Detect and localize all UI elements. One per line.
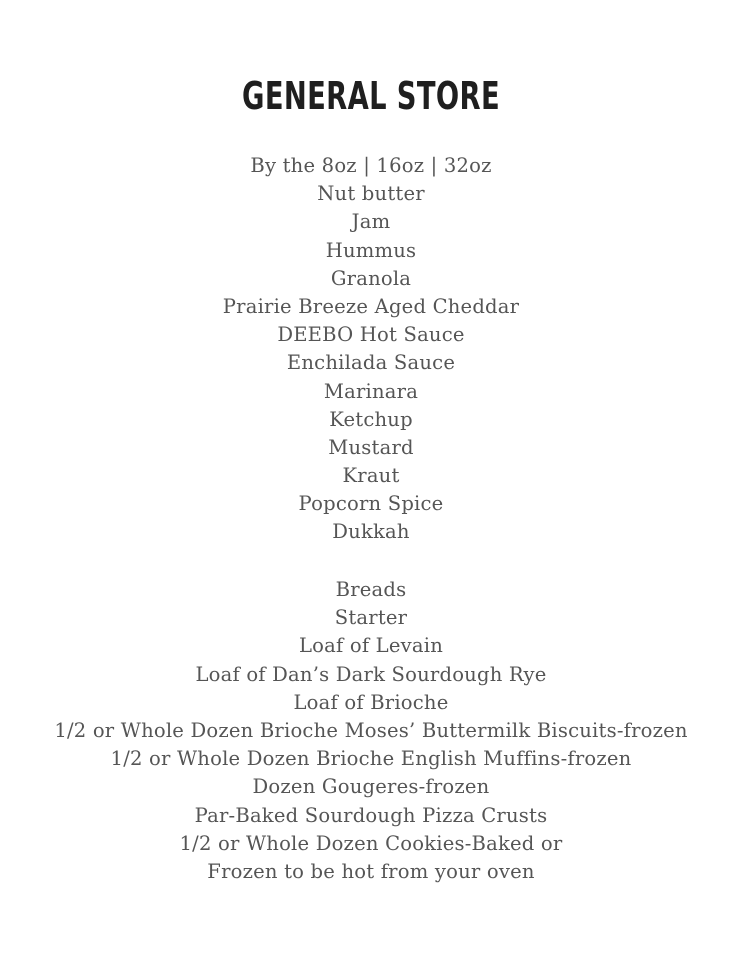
list-item: Nut butter — [317, 182, 425, 206]
list-item: 1/2 or Whole Dozen Cookies-Baked or — [179, 831, 563, 855]
list-item: Granola — [330, 266, 412, 290]
list-item: Starter — [334, 606, 408, 630]
list-item: 1/2 or Whole Dozen Brioche English Muffins-frozen — [110, 747, 632, 771]
list-item: Enchilada Sauce — [286, 351, 456, 375]
list-item: Hummus — [325, 238, 417, 262]
list-item: Loaf of Levain — [298, 634, 444, 658]
list-item: Par-Baked Sourdough Pizza Crusts — [194, 803, 548, 827]
list-item: Prairie Breeze Aged Cheddar — [222, 294, 520, 318]
section-heading: Breads — [335, 578, 407, 601]
list-item: Dozen Gougeres-frozen — [252, 775, 490, 799]
list-item: Frozen to be hot from your oven — [207, 859, 535, 883]
list-item: Kraut — [342, 464, 400, 488]
list-item: Jam — [351, 210, 391, 234]
list-item: Mustard — [328, 435, 414, 459]
list-item: Dukkah — [332, 520, 410, 544]
list-item: Ketchup — [329, 407, 413, 431]
list-item: Popcorn Spice — [298, 492, 444, 516]
sizes-section — [0, 152, 742, 547]
list-item: Marinara — [323, 379, 419, 403]
breads-section — [0, 576, 742, 886]
list-item: 1/2 or Whole Dozen Brioche Moses’ Buttermilk Biscuits-frozen — [54, 718, 688, 742]
list-item: Loaf of Brioche — [293, 690, 449, 714]
list-item: Loaf of Dan’s Dark Sourdough Rye — [195, 662, 547, 686]
section-heading: By the 8oz | 16oz | 32oz — [250, 154, 492, 177]
page-title: GENERAL STORE — [241, 74, 501, 118]
list-item: DEEBO Hot Sauce — [277, 323, 465, 347]
